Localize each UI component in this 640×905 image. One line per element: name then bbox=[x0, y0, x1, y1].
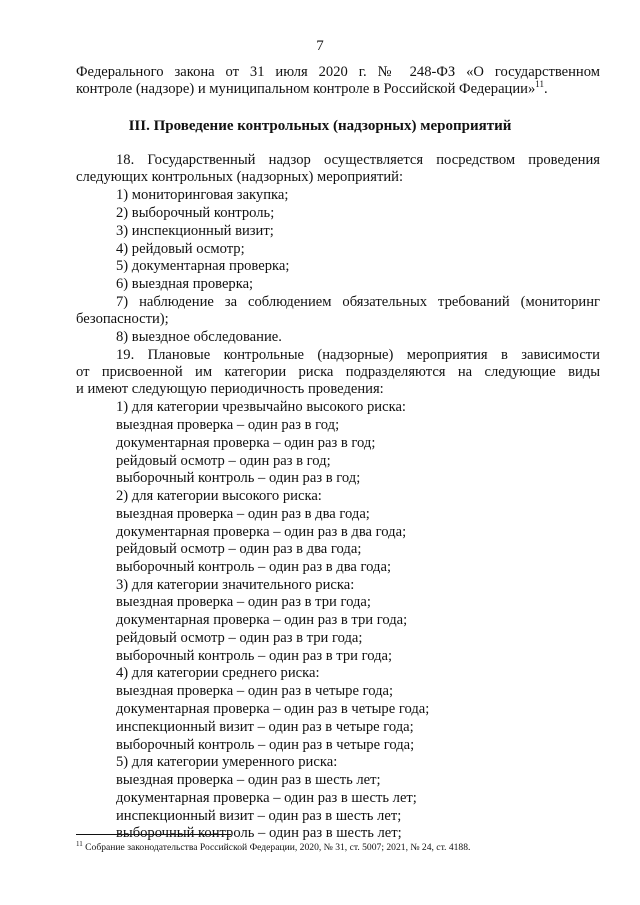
list-item: 3) инспекционный визит; bbox=[116, 223, 274, 239]
list-item: 4) рейдовый осмотр; bbox=[116, 241, 245, 257]
list-item: 1) мониторинговая закупка; bbox=[116, 187, 289, 203]
paragraph-18-line-1: 18. Государственный надзор осуществляется посредством проведения bbox=[116, 152, 600, 168]
list-item: документарная проверка – один раз в три года; bbox=[116, 612, 408, 628]
list-item: документарная проверка – один раз в четыре года; bbox=[116, 701, 430, 717]
paragraph-19-line-1: 19. Плановые контрольные (надзорные) мероприятия в зависимости bbox=[116, 347, 600, 363]
list-item: рейдовый осмотр – один раз в два года; bbox=[116, 541, 362, 557]
list-item: рейдовый осмотр – один раз в год; bbox=[116, 453, 331, 469]
section-heading: III. Проведение контрольных (надзорных) мероприятий bbox=[128, 118, 512, 134]
list-item: 5) документарная проверка; bbox=[116, 258, 290, 274]
list-item: документарная проверка – один раз в шесть лет; bbox=[116, 790, 417, 806]
list-item: документарная проверка – один раз в год; bbox=[116, 435, 376, 451]
list-item: 6) выездная проверка; bbox=[116, 276, 254, 292]
footnote-text: Собрание законодательства Российской Федерации, 2020, № 31, ст. 5007; 2021, № 24, ст. 4188. bbox=[82, 842, 471, 853]
list-item: выборочный контроль – один раз в четыре года; bbox=[116, 737, 415, 753]
intro-line-2-end: . bbox=[543, 81, 548, 97]
intro-line-1: Федерального закона от 31 июля 2020 г. № 248-ФЗ «О государственном bbox=[76, 64, 600, 80]
list-item: выборочный контроль – один раз в два года; bbox=[116, 559, 391, 575]
list-item: выездная проверка – один раз в четыре года; bbox=[116, 683, 394, 699]
intro-line-2 bbox=[76, 81, 600, 98]
list-item: 1) для категории чрезвычайно высокого риска: bbox=[116, 399, 406, 415]
footnote-number: 11 bbox=[76, 839, 83, 848]
list-item: 2) выборочный контроль; bbox=[116, 205, 275, 221]
list-item: 2) для категории высокого риска: bbox=[116, 488, 322, 504]
list-item: инспекционный визит – один раз в шесть лет; bbox=[116, 808, 402, 824]
list-item: выборочный контроль – один раз в шесть лет; bbox=[116, 825, 402, 841]
list-item: выборочный контроль – один раз в год; bbox=[116, 470, 361, 486]
paragraph-19-line-3: и имеют следующую периодичность проведения: bbox=[76, 381, 384, 397]
intro-line-2-text: контроле (надзоре) и муниципальном контроле в Российской Федерации» bbox=[76, 81, 536, 97]
paragraph-19-line-2: от присвоенной им категории риска подразделяются на следующие виды bbox=[76, 364, 600, 380]
paragraph-18-line-2: следующих контрольных (надзорных) мероприятий: bbox=[76, 169, 404, 185]
list-item-7-line-2: безопасности); bbox=[76, 311, 169, 327]
list-item: выборочный контроль – один раз в три года; bbox=[116, 648, 393, 664]
list-item: 5) для категории умеренного риска: bbox=[116, 754, 338, 770]
list-item: 3) для категории значительного риска: bbox=[116, 577, 355, 593]
footnote bbox=[76, 839, 471, 853]
list-item: выездная проверка – один раз в два года; bbox=[116, 506, 370, 522]
list-item: инспекционный визит – один раз в четыре года; bbox=[116, 719, 414, 735]
list-item: 8) выездное обследование. bbox=[116, 329, 282, 345]
list-item: 4) для категории среднего риска: bbox=[116, 665, 320, 681]
footnote-divider bbox=[76, 834, 231, 835]
list-item: выездная проверка – один раз в три года; bbox=[116, 594, 371, 610]
list-item: выездная проверка – один раз в год; bbox=[116, 417, 340, 433]
list-item-7-line-1: 7) наблюдение за соблюдением обязательных требований (мониторинг bbox=[116, 294, 600, 310]
page-number: 7 bbox=[316, 38, 324, 54]
list-item: документарная проверка – один раз в два года; bbox=[116, 524, 407, 540]
list-item: рейдовый осмотр – один раз в три года; bbox=[116, 630, 363, 646]
footnote-reference[interactable]: 11 bbox=[535, 79, 544, 90]
list-item: выездная проверка – один раз в шесть лет; bbox=[116, 772, 381, 788]
